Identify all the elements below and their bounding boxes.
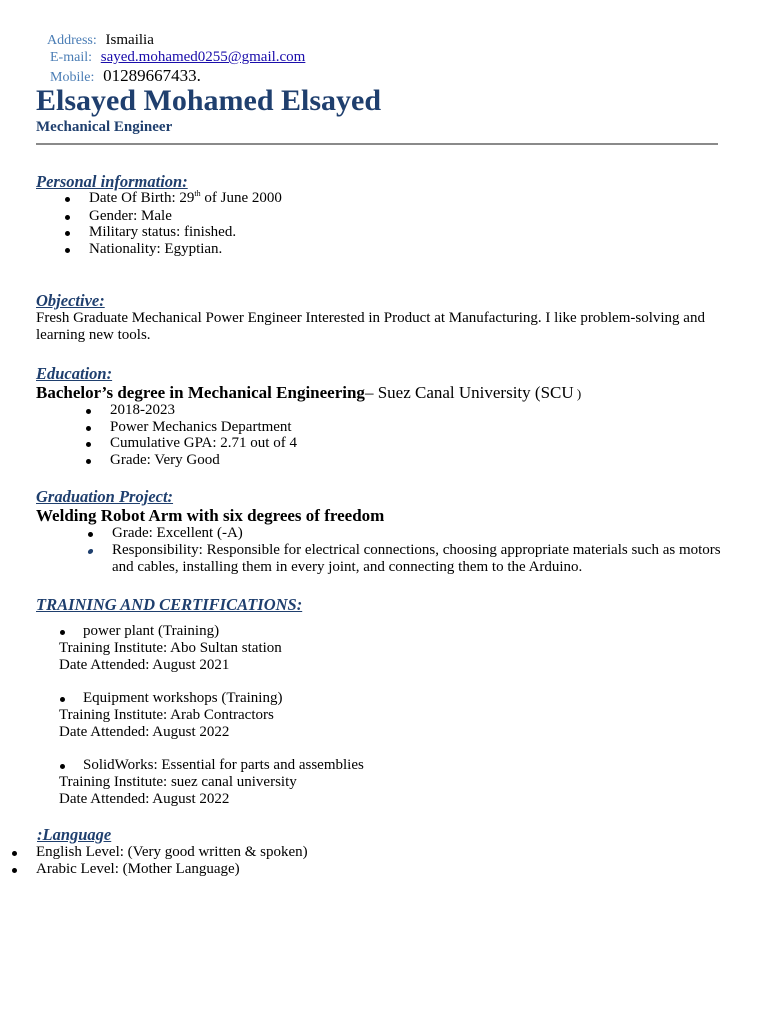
mobile-value: 01289667433. bbox=[103, 66, 201, 85]
training-date: Date Attended: August 2022 bbox=[59, 791, 230, 807]
dob-sup: th bbox=[194, 189, 201, 198]
training-name: power plant (Training) bbox=[83, 623, 220, 639]
list-item: Power Mechanics Department bbox=[110, 419, 292, 435]
list-item: Grade: Very Good bbox=[110, 452, 220, 468]
training-institute: Training Institute: Arab Contractors bbox=[59, 707, 274, 723]
list-item-responsibility: Responsibility: Responsible for electrical connections, choosing appropriate materials such as motors and cables, installing them in every joint, and connecting them to the Arduino. bbox=[112, 542, 721, 575]
section-heading-education: Education: bbox=[36, 364, 113, 383]
job-title: Mechanical Engineer bbox=[36, 119, 173, 135]
address-value: Ismailia bbox=[105, 32, 154, 48]
objective-text: Fresh Graduate Mechanical Power Engineer Interested in Product at Manufacturing. I like problem-solving and learning new tools. bbox=[36, 310, 705, 343]
header-divider bbox=[36, 143, 718, 145]
list-item-grade: Grade: Excellent (-A) bbox=[112, 525, 243, 541]
university-paren: ) bbox=[573, 386, 582, 401]
section-heading-objective: Objective: bbox=[36, 291, 105, 310]
email-label: E-mail: bbox=[50, 50, 92, 65]
degree-name: Bachelor’s degree in Mechanical Engineering bbox=[36, 383, 365, 402]
list-item-language: Arabic Level: (Mother Language) bbox=[36, 861, 240, 877]
project-title: Welding Robot Arm with six degrees of freedom bbox=[36, 506, 385, 525]
university-name: – Suez Canal University (SCU bbox=[364, 383, 574, 402]
training-institute: Training Institute: suez canal university bbox=[59, 774, 297, 790]
training-institute: Training Institute: Abo Sultan station bbox=[59, 640, 282, 656]
degree-line bbox=[36, 383, 581, 403]
section-heading-training: TRAINING AND CERTIFICATIONS: bbox=[36, 595, 303, 614]
list-item: Cumulative GPA: 2.71 out of 4 bbox=[110, 435, 297, 451]
list-item: Nationality: Egyptian. bbox=[89, 241, 223, 257]
person-name: Elsayed Mohamed Elsayed bbox=[36, 84, 382, 117]
dob-suffix: of June 2000 bbox=[200, 190, 282, 206]
mobile-label: Mobile: bbox=[50, 70, 95, 85]
training-name: Equipment workshops (Training) bbox=[83, 690, 283, 706]
list-item-language: English Level: (Very good written & spoken) bbox=[36, 844, 308, 860]
section-heading-language: :Language bbox=[37, 825, 112, 844]
training-date: Date Attended: August 2021 bbox=[59, 657, 230, 673]
email-row bbox=[50, 49, 305, 66]
list-item-dob bbox=[89, 190, 282, 207]
list-item: Military status: finished. bbox=[89, 224, 237, 240]
training-date: Date Attended: August 2022 bbox=[59, 724, 230, 740]
address-row bbox=[47, 32, 154, 49]
training-name: SolidWorks: Essential for parts and assemblies bbox=[83, 757, 364, 773]
email-link[interactable]: sayed.mohamed0255@gmail.com bbox=[100, 49, 306, 65]
address-label: Address: bbox=[47, 33, 97, 48]
list-item: 2018-2023 bbox=[110, 402, 175, 418]
section-heading-personal: Personal information: bbox=[36, 172, 188, 191]
list-item: Gender: Male bbox=[89, 208, 172, 224]
dob-prefix: Date Of Birth: 29 bbox=[89, 190, 195, 206]
section-heading-project: Graduation Project: bbox=[36, 487, 174, 506]
mobile-row bbox=[50, 66, 201, 86]
